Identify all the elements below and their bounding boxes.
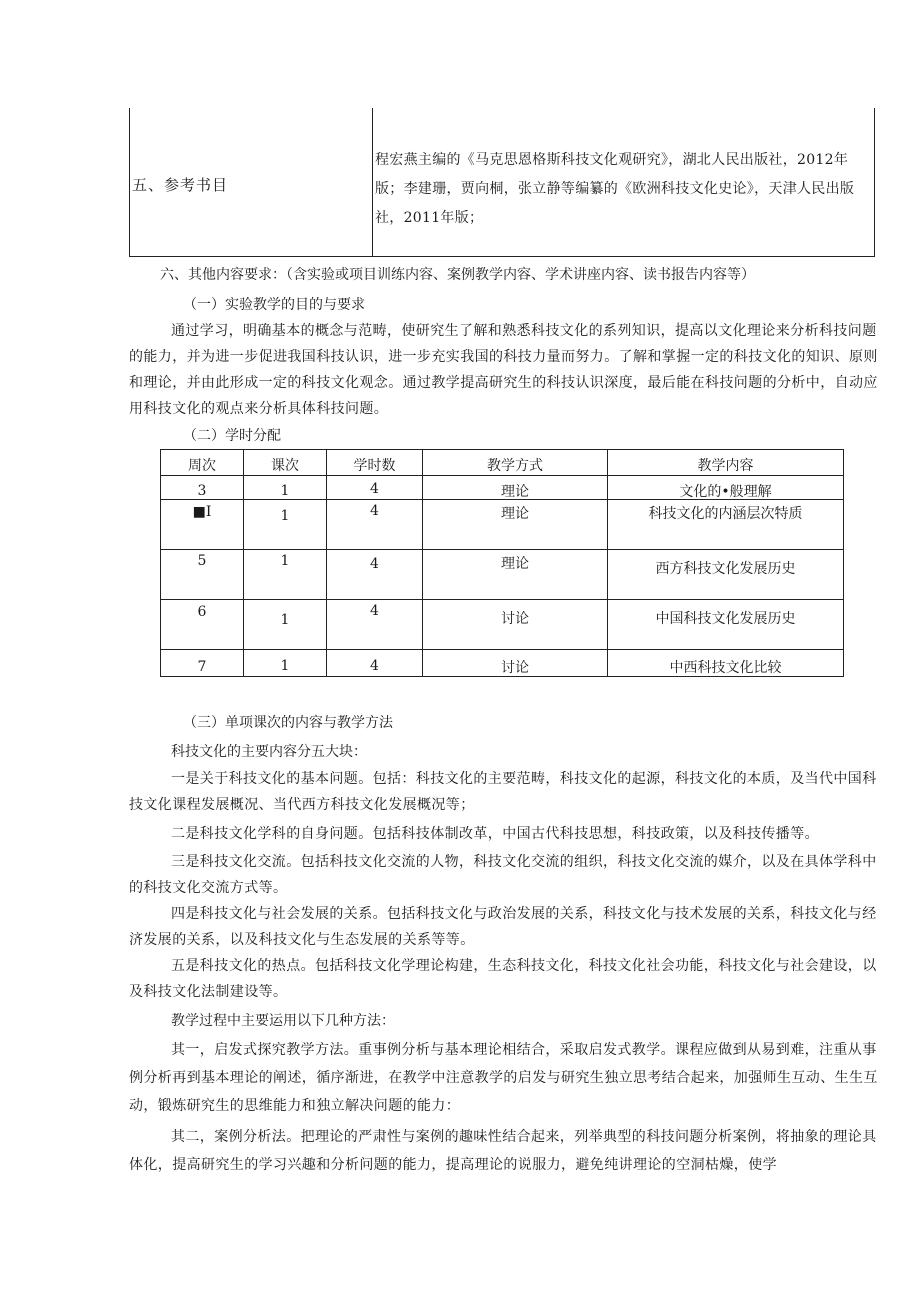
cell-week: 7 [161, 650, 244, 677]
cell-hours: 4 [327, 476, 423, 500]
cell-content: 中国科技文化发展历史 [608, 600, 844, 650]
content-block-1: 一是关于科技文化的基本问题。包括：科技文化的主要范畴，科技文化的起源，科技文化的本质，及当代中国科技文化课程发展概况、当代西方科技文化发展概况等； [129, 771, 877, 813]
cell-hours: 4 [327, 550, 423, 600]
cell-hours: 4 [327, 650, 423, 677]
header-lesson: 课次 [244, 450, 327, 476]
content-block-4: 四是科技文化与社会发展的关系。包括科技文化与政治发展的关系，科技文化与技术发展的关系，科技文化与经济发展的关系，以及科技文化与生态发展的关系等等。 [129, 906, 877, 948]
cell-content: 西方科技文化发展历史 [608, 550, 844, 600]
table-header-row [161, 450, 844, 476]
reference-label: 五、参考书目 [132, 176, 229, 194]
cell-week: 6 [161, 600, 244, 650]
cell-content: 文化的•般理解 [608, 476, 844, 500]
cell-method: 理论 [423, 500, 608, 550]
cell-lesson: 1 [244, 500, 327, 550]
subsection-3-heading: （三）单项课次的内容与教学方法 [183, 715, 393, 731]
header-week: 周次 [161, 450, 244, 476]
header-content: 教学内容 [608, 450, 844, 476]
table-row [161, 550, 844, 600]
subsection-1-heading: （一）实验教学的目的与要求 [183, 297, 365, 313]
header-hours: 学时数 [327, 450, 423, 476]
method-2-paragraph: 其二，案例分析法。把理论的严肃性与案例的趣味性结合起来，列举典型的科技问题分析案例，将抽象的理论具体化，提高研究生的学习兴趣和分析问题的能力，提高理论的说服力，避免纯讲理论的空洞枯燥，使学 [129, 1129, 877, 1173]
section-6-heading: 六、其他内容要求：（含实验或项目训练内容、案例教学内容、学术讲座内容、读书报告内容等） [160, 267, 755, 283]
cell-lesson: 1 [244, 600, 327, 650]
methods-intro: 教学过程中主要运用以下几种方法： [171, 1013, 395, 1029]
content-block-3: 三是科技文化交流。包括科技文化交流的人物，科技文化交流的组织，科技文化交流的媒介，以及在具体学科中的科技文化交流方式等。 [129, 854, 877, 896]
cell-lesson: 1 [244, 650, 327, 677]
cell-method: 讨论 [423, 650, 608, 677]
cell-method: 理论 [423, 476, 608, 500]
cell-content: 科技文化的内涵层次特质 [608, 500, 844, 550]
cell-content: 中西科技文化比较 [608, 650, 844, 677]
cell-week: 3 [161, 476, 244, 500]
table-row [161, 650, 844, 677]
table-row [161, 500, 844, 550]
cell-method: 讨论 [423, 600, 608, 650]
content-block-2: 二是科技文化学科的自身问题。包括科技体制改革，中国古代科技思想，科技政策，以及科技传播等。 [171, 826, 819, 842]
subsection-1-paragraph: 通过学习，明确基本的概念与范畴，使研究生了解和熟悉科技文化的系列知识，提高以文化理论来分析科技问题的能力，并为进一步促进我国科技认识，进一步充实我国的科技力量而努力。了解和掌握一定的科技文化的知识、原则和理论，并由此形成一定的科技文化观念。通过教学提高研究生的科技认识深度，最后能在科技问题的分析中，自动应用科技文化的观点来分析具体科技问题。 [129, 323, 878, 417]
cell-lesson: 1 [244, 476, 327, 500]
schedule-table [160, 449, 844, 677]
method-1-paragraph: 其一，启发式探究教学方法。重事例分析与基本理论相结合，采取启发式教学。课程应做到从易到难，注重从事例分析再到基本理论的阐述，循序渐进，在教学中注意教学的启发与研究生独立思考结合起来，加强师生互动、生生互动，锻炼研究生的思维能力和独立解决问题的能力： [129, 1042, 878, 1114]
cell-method: 理论 [423, 550, 608, 600]
table-row [161, 600, 844, 650]
cell-week: 5 [161, 550, 244, 600]
cell-week: ■I [161, 500, 244, 550]
header-method: 教学方式 [423, 450, 608, 476]
cell-hours: 4 [327, 500, 423, 550]
subsection-2-heading: （二）学时分配 [183, 428, 281, 444]
table-row [161, 476, 844, 500]
cell-lesson: 1 [244, 550, 327, 600]
cell-hours: 4 [327, 600, 423, 650]
table-divider [372, 108, 373, 256]
content-block-5: 五是科技文化的热点。包括科技文化学理论构建，生态科技文化，科技文化社会功能，科技文化与社会建设，以及科技文化法制建设等。 [129, 958, 877, 1000]
reference-table [129, 108, 875, 257]
reference-text: 程宏燕主编的《马克思恩格斯科技文化观研究》，湖北人民出版社，2012年版；李建珊，贾向桐，张立静等编纂的《欧洲科技文化史论》，天津人民出版社，2011年版； [375, 152, 855, 226]
content-intro: 科技文化的主要内容分五大块： [171, 744, 367, 760]
